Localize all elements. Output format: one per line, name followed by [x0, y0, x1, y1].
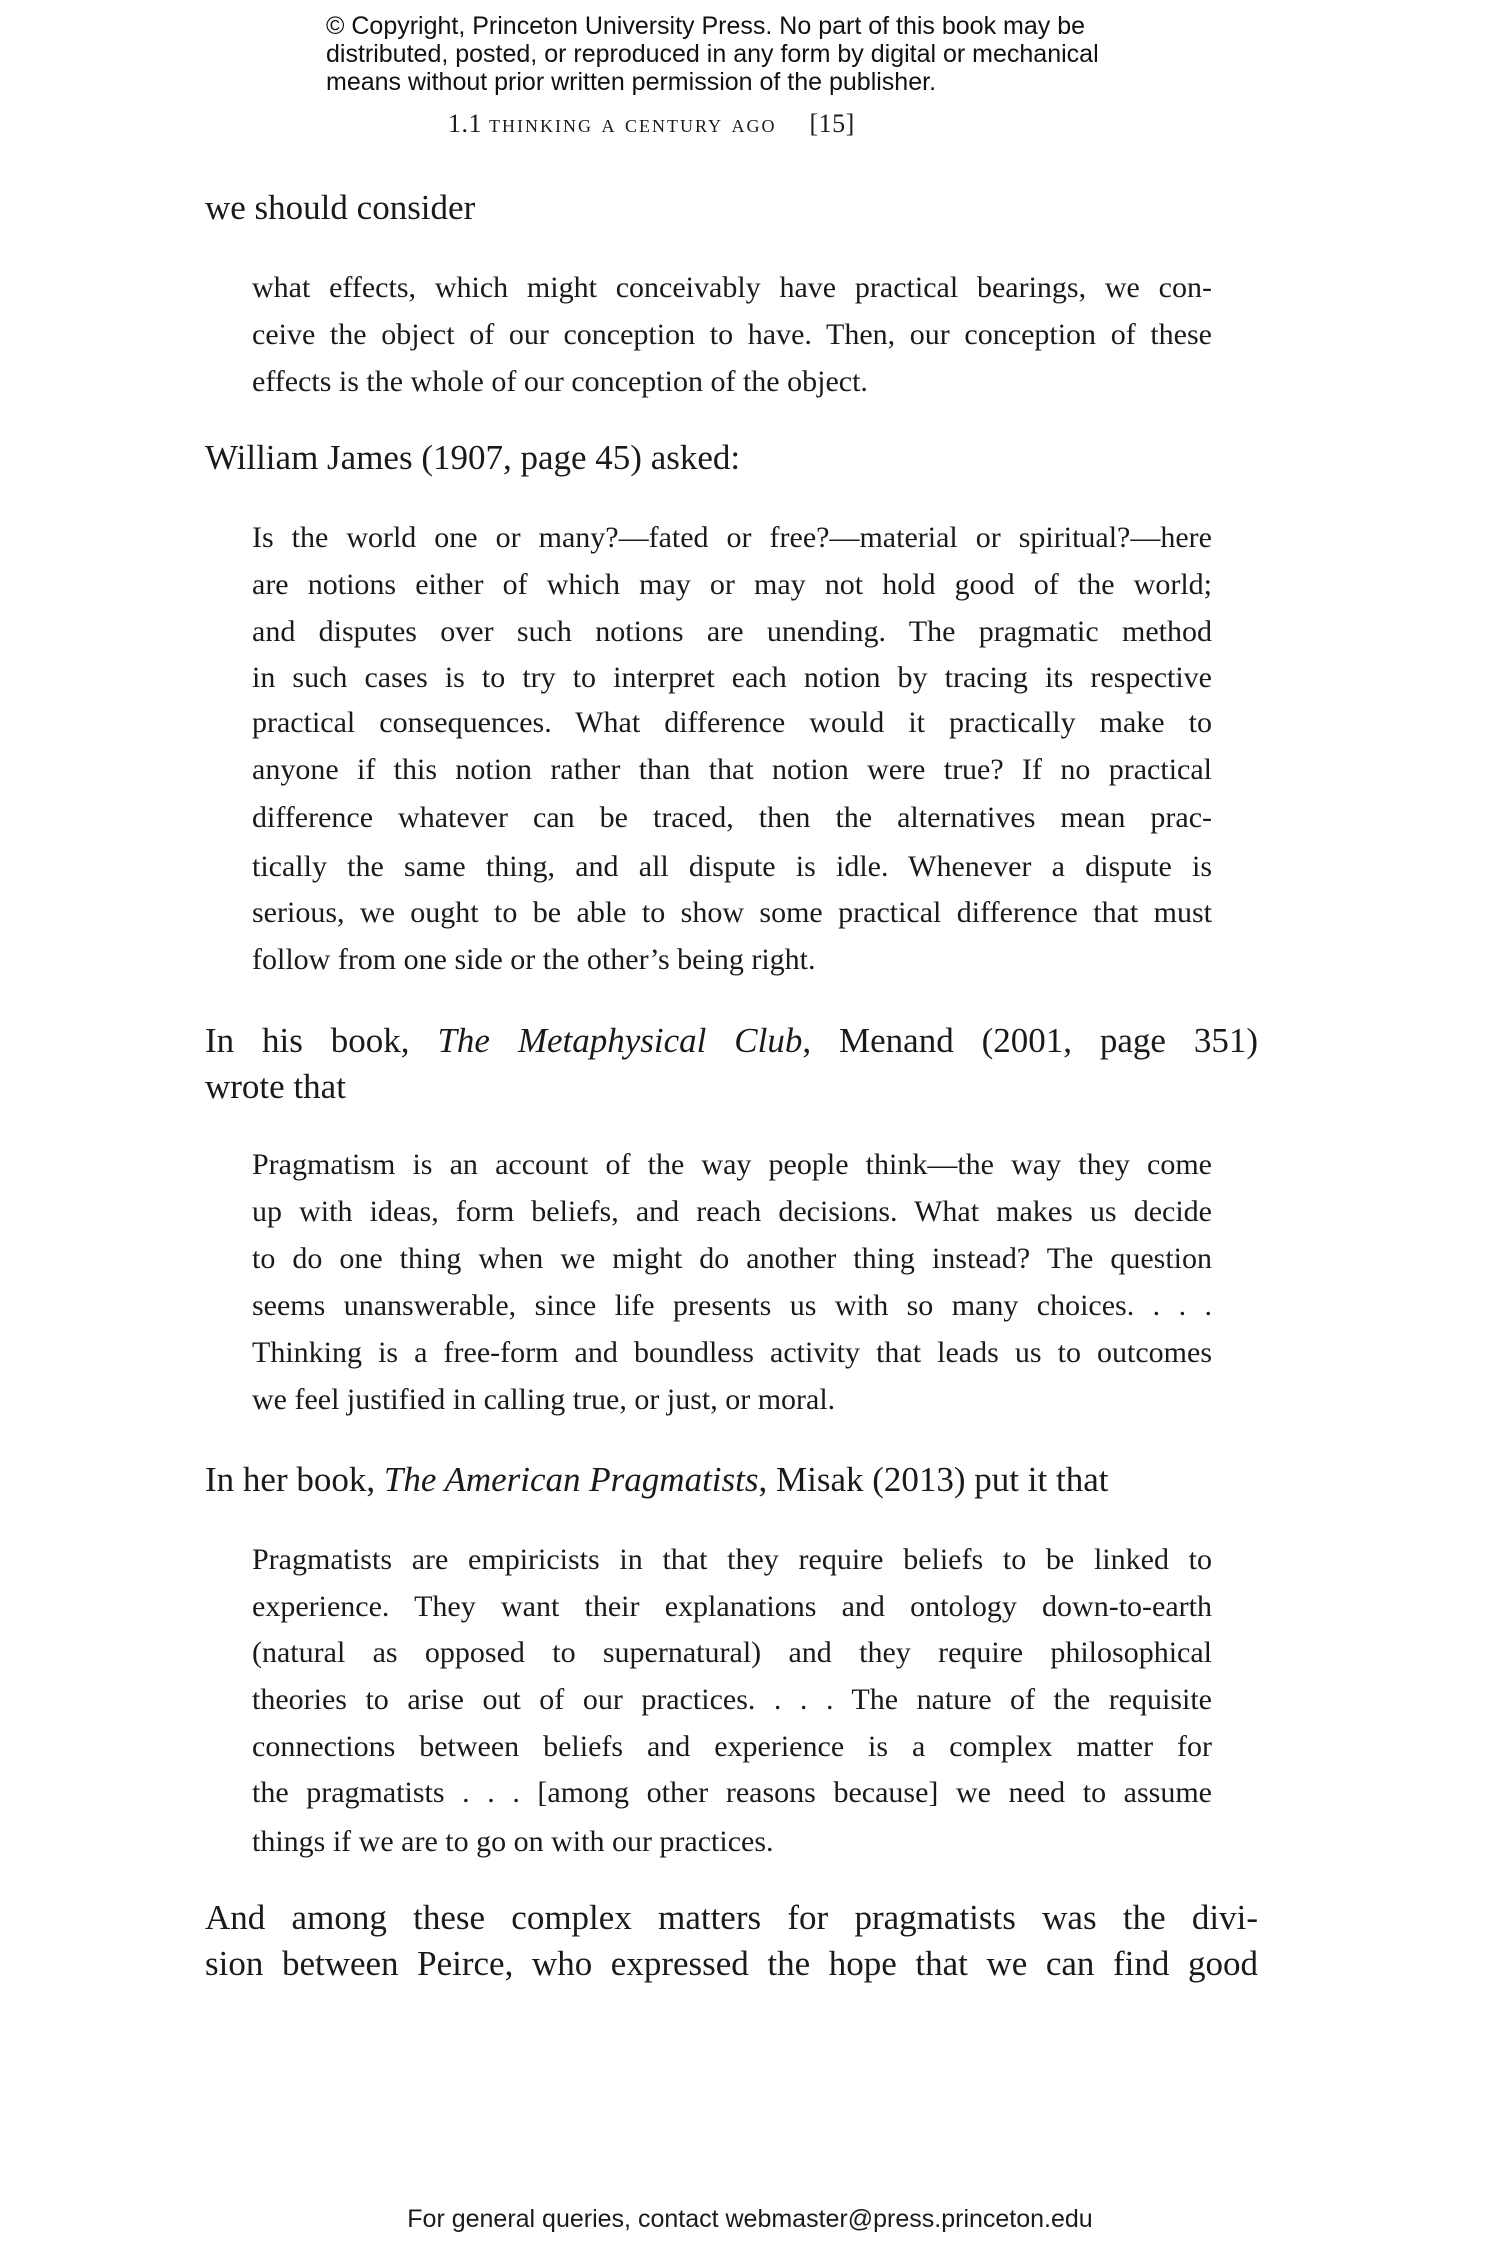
paragraph-line: we should consider — [205, 188, 476, 227]
running-head — [448, 111, 855, 137]
block-quote-line: connections between beliefs and experience is a complex matter for — [252, 1730, 1212, 1763]
block-quote-line: and disputes over such notions are unending. The pragmatic method — [252, 615, 1212, 648]
block-quote-line: anyone if this notion rather than that notion were true? If no practical — [252, 753, 1212, 786]
section-number: 1.1 — [448, 109, 482, 138]
block-quote-line: up with ideas, form beliefs, and reach decisions. What makes us decide — [252, 1195, 1212, 1228]
block-quote-line: difference whatever can be traced, then the alternatives mean prac- — [252, 801, 1212, 834]
block-quote-line: we feel justified in calling true, or just, or moral. — [252, 1383, 836, 1416]
text-run: In his book, — [205, 1021, 438, 1060]
book-title: The Metaphysical Club — [437, 1021, 803, 1060]
block-quote-line: to do one thing when we might do another thing instead? The question — [252, 1242, 1212, 1275]
block-quote-line: practical consequences. What difference would it practically make to — [252, 706, 1212, 739]
block-quote-line: (natural as opposed to supernatural) and they require philosophical — [252, 1636, 1212, 1669]
text-run: In her book, — [205, 1460, 384, 1499]
block-quote-line: tically the same thing, and all dispute is idle. Whenever a dispute is — [252, 850, 1212, 883]
book-title: The American Pragmatists — [383, 1460, 759, 1499]
copyright-notice-line-1: © Copyright, Princeton University Press. No part of this book may be — [326, 12, 1086, 40]
block-quote-line: Pragmatists are empiricists in that they require beliefs to be linked to — [252, 1543, 1212, 1576]
block-quote-line: serious, we ought to be able to show some practical difference that must — [252, 896, 1212, 929]
block-quote-line: theories to arise out of our practices. . . . The nature of the requisite — [252, 1683, 1212, 1716]
text-run: , Misak (2013) put it that — [758, 1460, 1109, 1499]
block-quote-line: the pragmatists . . . [among other reasons because] we need to assume — [252, 1776, 1212, 1809]
block-quote-line: ceive the object of our conception to have. Then, our conception of these — [252, 318, 1212, 351]
block-quote-line: effects is the whole of our conception of the object. — [252, 365, 868, 398]
block-quote-line: seems unanswerable, since life presents us with so many choices. . . . — [252, 1289, 1212, 1322]
paragraph-line — [205, 1462, 1258, 1497]
block-quote-line: Is the world one or many?—fated or free?—material or spiritual?—here — [252, 521, 1212, 554]
footer-contact: For general queries, contact webmaster@press.princeton.edu — [407, 2205, 1093, 2233]
copyright-notice-line-3: means without prior written permission of the publisher. — [326, 68, 937, 96]
block-quote-line: follow from one side or the other’s being right. — [252, 943, 816, 976]
text-run: , Menand (2001, page 351) — [802, 1021, 1259, 1060]
section-title: thinking a century ago — [489, 109, 777, 138]
block-quote-line: Pragmatism is an account of the way people think—the way they come — [252, 1148, 1212, 1181]
block-quote-line: things if we are to go on with our practices. — [252, 1825, 774, 1858]
block-quote-line: Thinking is a free-form and boundless activity that leads us to outcomes — [252, 1336, 1212, 1369]
paragraph-line — [205, 1023, 1258, 1058]
copyright-notice-line-2: distributed, posted, or reproduced in any form by digital or mechanical — [326, 40, 1099, 68]
block-quote-line: what effects, which might conceivably have practical bearings, we con- — [252, 271, 1212, 304]
paragraph-line: sion between Peirce, who expressed the hope that we can find good — [205, 1944, 1258, 1983]
block-quote-line: experience. They want their explanations and ontology down-to-earth — [252, 1590, 1212, 1623]
block-quote-line: in such cases is to try to interpret each notion by tracing its respective — [252, 661, 1212, 694]
paragraph-line: wrote that — [205, 1067, 346, 1106]
paragraph-line: William James (1907, page 45) asked: — [205, 438, 741, 477]
paragraph-line: And among these complex matters for pragmatists was the divi- — [205, 1898, 1258, 1937]
block-quote-line: are notions either of which may or may not hold good of the world; — [252, 568, 1212, 601]
page-number: [15] — [809, 109, 855, 138]
